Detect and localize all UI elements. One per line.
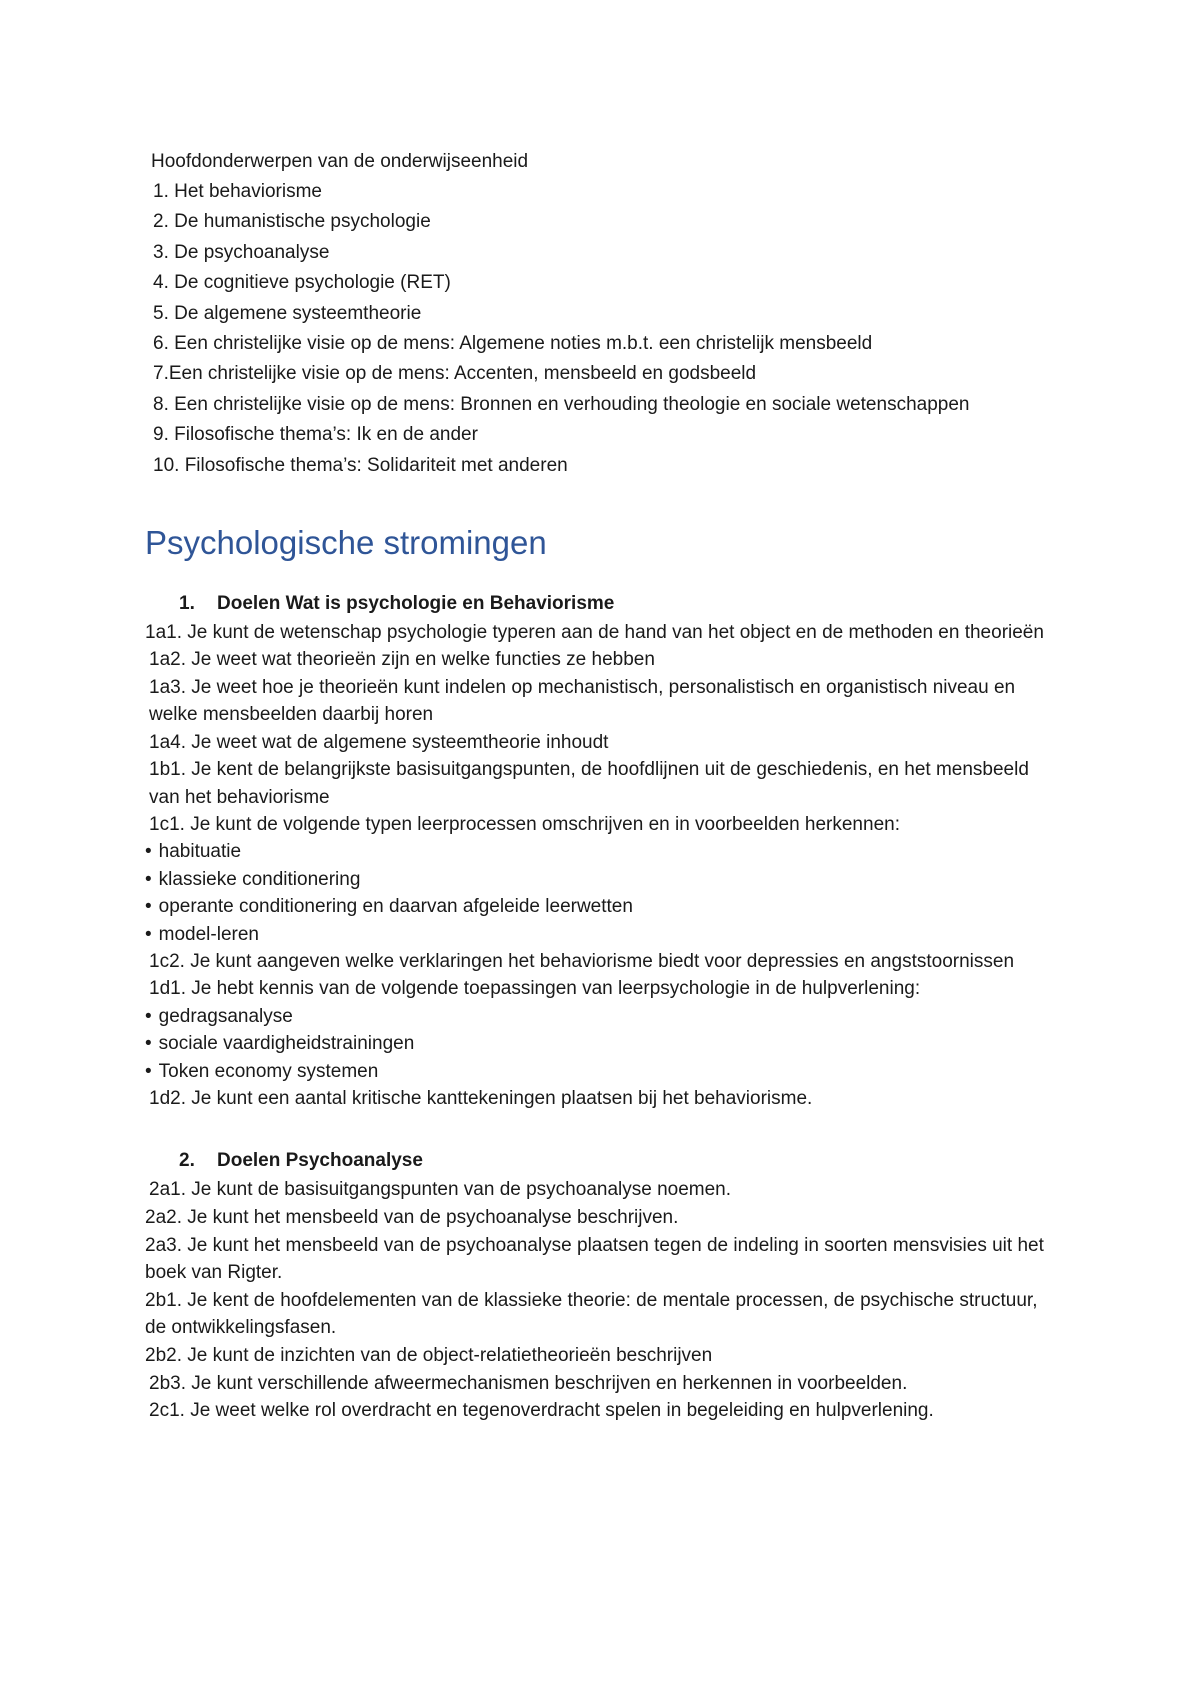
bullet-item: • Token economy systemen bbox=[145, 1058, 1045, 1085]
goal-heading bbox=[179, 1146, 1045, 1176]
goal-heading-text: Doelen Psychoanalyse bbox=[217, 1150, 423, 1172]
topic-item: 3. De psychoanalyse bbox=[153, 241, 330, 263]
goal-item: 1a3. Je weet hoe je theorieën kunt indelen op mechanistisch, personalistisch en organistisch niveau en welke mensbeelden daarbij horen bbox=[149, 676, 1016, 726]
goal-list bbox=[145, 1176, 1045, 1424]
topic-item: 1. Het behaviorisme bbox=[153, 181, 322, 202]
goal-item: 2a3. Je kunt het mensbeeld van de psychoanalyse plaatsen tegen de indeling in soorten mensvisies uit het boek van Rigter. bbox=[145, 1234, 1044, 1284]
bullet-item: • sociale vaardigheidstrainingen bbox=[145, 1030, 1045, 1057]
goal-item: 1d2. Je kunt een aantal kritische kanttekeningen plaatsen bij het behaviorisme. bbox=[149, 1087, 813, 1109]
goal-item: 1c1. Je kunt de volgende typen leerprocessen omschrijven en in voorbeelden herkennen: bbox=[149, 813, 900, 835]
goal-heading bbox=[179, 589, 1045, 619]
topic-item: 10. Filosofische thema’s: Solidariteit met anderen bbox=[153, 454, 568, 476]
goal-item: 1d1. Je hebt kennis van de volgende toepassingen van leerpsychologie in de hulpverlening: bbox=[149, 978, 921, 1000]
goal-item: 2b3. Je kunt verschillende afweermechanismen beschrijven en herkennen in voorbeelden. bbox=[149, 1372, 908, 1394]
section-heading: Psychologische stromingen bbox=[145, 524, 547, 562]
document-content bbox=[145, 147, 1045, 1425]
topic-item: 9. Filosofische thema’s: Ik en de ander bbox=[153, 424, 478, 446]
goal-section-psychoanalysis bbox=[145, 1146, 1045, 1424]
topic-item: 2. De humanistische psychologie bbox=[153, 211, 431, 233]
topic-item: 7.Een christelijke visie op de mens: Accenten, mensbeeld en godsbeeld bbox=[153, 363, 757, 385]
bullet-item: • model-leren bbox=[145, 921, 1045, 948]
goal-item: 2c1. Je weet welke rol overdracht en tegenoverdracht spelen in begeleiding en hulpverlening. bbox=[149, 1400, 934, 1422]
topic-item: 5. De algemene systeemtheorie bbox=[153, 302, 422, 324]
topic-list bbox=[145, 177, 1045, 481]
goal-item: 2b2. Je kunt de inzichten van de object-relatietheorieën beschrijven bbox=[145, 1344, 713, 1366]
topic-item: 8. Een christelijke visie op de mens: Bronnen en verhouding theologie en sociale wetenschappen bbox=[153, 393, 970, 415]
goal-heading-text: Doelen Wat is psychologie en Behaviorisme bbox=[217, 593, 615, 615]
goal-item: 2b1. Je kent de hoofdelementen van de klassieke theorie: de mentale processen, de psychische structuur, de ontwikkelingsfasen. bbox=[145, 1289, 1038, 1339]
bullet-item: • operante conditionering en daarvan afgeleide leerwetten bbox=[145, 893, 1045, 920]
goal-number: 1. bbox=[179, 593, 195, 615]
goal-list bbox=[145, 619, 1045, 1112]
goal-item: 2a1. Je kunt de basisuitgangspunten van de psychoanalyse noemen. bbox=[149, 1179, 732, 1201]
goal-item: 1c2. Je kunt aangeven welke verklaringen het behaviorisme biedt voor depressies en angststoornissen bbox=[149, 950, 1015, 972]
bullet-item: • klassieke conditionering bbox=[145, 866, 1045, 893]
intro-title: Hoofdonderwerpen van de onderwijseenheid bbox=[151, 151, 529, 172]
bullet-item: • habituatie bbox=[145, 838, 1045, 865]
topic-item: 6. Een christelijke visie op de mens: Algemene noties m.b.t. een christelijk mensbeeld bbox=[153, 333, 873, 355]
bullet-item: • gedragsanalyse bbox=[145, 1003, 1045, 1030]
goal-section-behaviorism bbox=[145, 589, 1045, 1112]
goal-item: 1a4. Je weet wat de algemene systeemtheorie inhoudt bbox=[149, 731, 609, 753]
goal-item: 1b1. Je kent de belangrijkste basisuitgangspunten, de hoofdlijnen uit de geschiedenis, en het mensbeeld van het behaviorisme bbox=[149, 759, 1029, 808]
goal-number: 2. bbox=[179, 1150, 195, 1172]
goal-item: 1a2. Je weet wat theorieën zijn en welke functies ze hebben bbox=[149, 649, 655, 671]
goal-item: 2a2. Je kunt het mensbeeld van de psychoanalyse beschrijven. bbox=[145, 1206, 679, 1228]
goal-item: 1a1. Je kunt de wetenschap psychologie typeren aan de hand van het object en de methoden en theorieën bbox=[145, 622, 1044, 644]
topic-item: 4. De cognitieve psychologie (RET) bbox=[153, 272, 451, 294]
